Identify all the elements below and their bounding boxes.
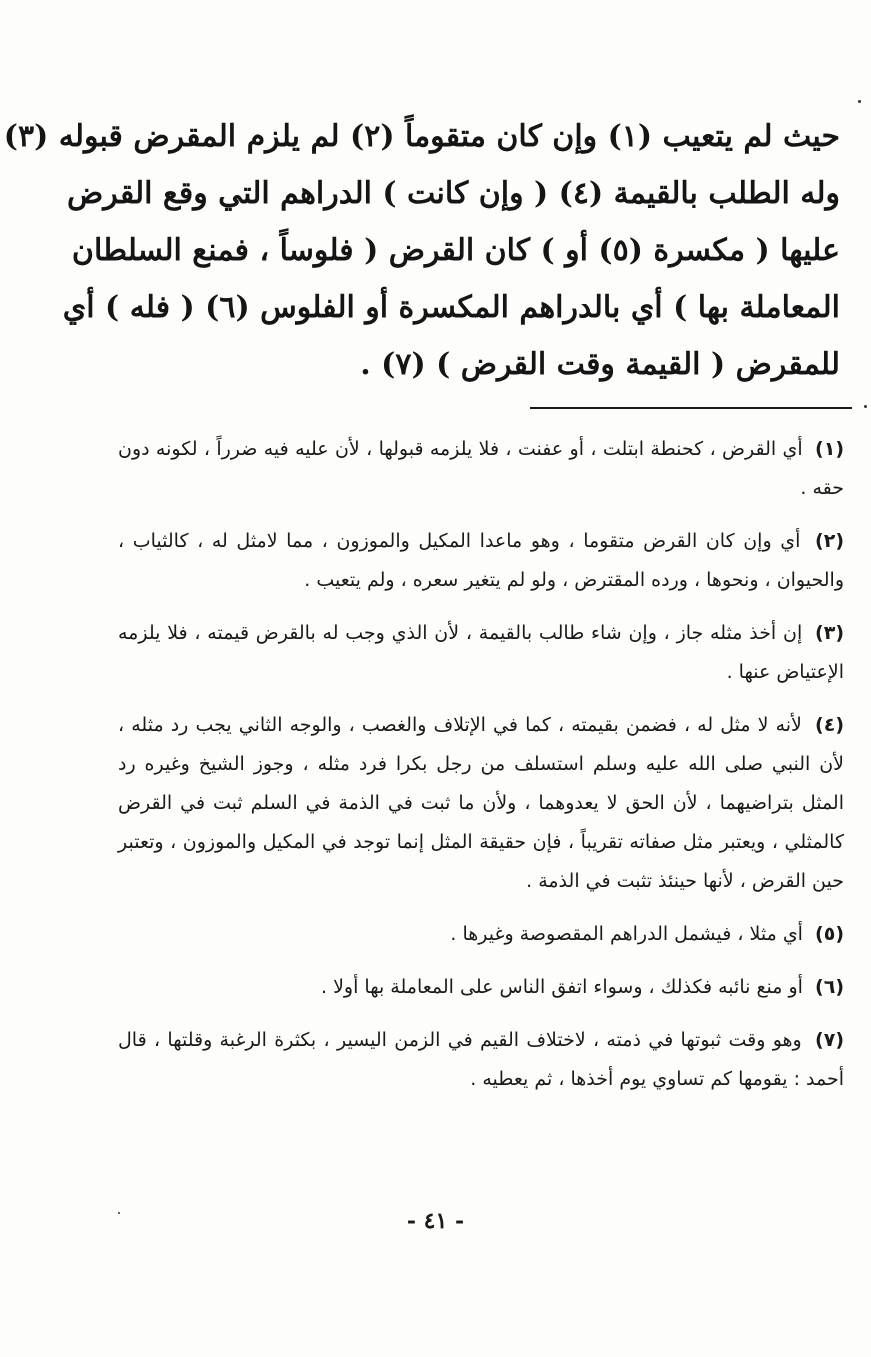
footnote-text: إن أخذ مثله جاز ، وإن شاء طالب بالقيمة ، لأن الذي وجب له بالقرض قيمته ، فلا يلزمه الإعتياض عنها . bbox=[118, 622, 844, 683]
footnote-text: وهو وقت ثبوتها في ذمته ، لاختلاف القيم في الزمن اليسير ، بكثرة الرغبة وقلتها ، قال أحمد : يقومها كم تساوي يوم أخذها ، ثم يعطيه . bbox=[118, 1029, 844, 1090]
scan-speck bbox=[118, 1212, 120, 1214]
scan-speck bbox=[864, 405, 867, 408]
footnote bbox=[118, 706, 844, 901]
scan-speck bbox=[858, 100, 861, 103]
footnote-number: (١) bbox=[815, 438, 844, 460]
footnote-text: أو منع نائبه فكذلك ، وسواء اتفق الناس على المعاملة بها أولا . bbox=[321, 976, 803, 998]
footnote-text: أي وإن كان القرض متقوما ، وهو ماعدا المكيل والموزون ، مما لامثل له ، كالثياب ، والحيوان ، ونحوها ، ورده المقترض ، ولو لم يتغير سعره ، ولم يتعيب . bbox=[118, 530, 844, 591]
footnote bbox=[118, 915, 844, 954]
footnote bbox=[118, 614, 844, 692]
footnote-number: (٧) bbox=[815, 1029, 844, 1051]
page-number: - ٤١ - bbox=[406, 1208, 465, 1234]
footnote-number: (٥) bbox=[815, 923, 844, 945]
footnote-text: أي مثلا ، فيشمل الدراهم المقصوصة وغيرها . bbox=[450, 923, 803, 945]
main-text-line: وله الطلب بالقيمة (٤) ( وإن كانت ) الدراهم التي وقع القرض bbox=[67, 176, 840, 211]
footnote-text: أي القرض ، كحنطة ابتلت ، أو عفنت ، فلا يلزمه قبولها ، لأن عليه فيه ضرراً ، لكونه دون حقه . bbox=[118, 438, 844, 499]
footnote-number: (٣) bbox=[815, 622, 844, 644]
footnote-number: (٦) bbox=[815, 976, 844, 998]
footnote bbox=[118, 430, 844, 508]
footnote bbox=[118, 1021, 844, 1099]
footnote-text: لأنه لا مثل له ، فضمن بقيمته ، كما في الإتلاف والغصب ، والوجه الثاني يجب رد مثله ، لأن النبي صلى الله عليه وسلم استسلف من رجل بكرا فرد مثله ، وجوز الشيخ وغيره رد المثل بتراضيهما ، لأن الحق لا يعدوهما ، ولأن ما ثبت في الذمة في السلم ثبت في القرض كالمثلي ، ويعتبر مثل صفاته تقريباً ، فإن حقيقة المثل إنما توجد في المكيل والموزون ، وتعتبر حين القرض ، لأنها حينئذ تثبت في الذمة . bbox=[118, 714, 844, 892]
main-text-block bbox=[3, 108, 840, 393]
footnote bbox=[118, 522, 844, 600]
footnote bbox=[118, 968, 844, 1007]
main-text-line: عليها ( مكسرة (٥) أو ) كان القرض ( فلوساً ، فمنع السلطان bbox=[71, 233, 840, 268]
main-text-line: المعاملة بها ) أي بالدراهم المكسرة أو الفلوس (٦) ( فله ) أي bbox=[62, 290, 840, 325]
footnotes-block bbox=[118, 430, 844, 1113]
main-text-line: للمقرض ( القيمة وقت القرض ) (٧) . bbox=[360, 347, 840, 382]
footnote-number: (٤) bbox=[815, 714, 844, 736]
footnote-number: (٢) bbox=[815, 530, 844, 552]
main-text-line: حيث لم يتعيب (١) وإن كان متقوماً (٢) لم يلزم المقرض قبوله (٣) bbox=[3, 119, 840, 154]
footnote-separator bbox=[530, 407, 852, 409]
